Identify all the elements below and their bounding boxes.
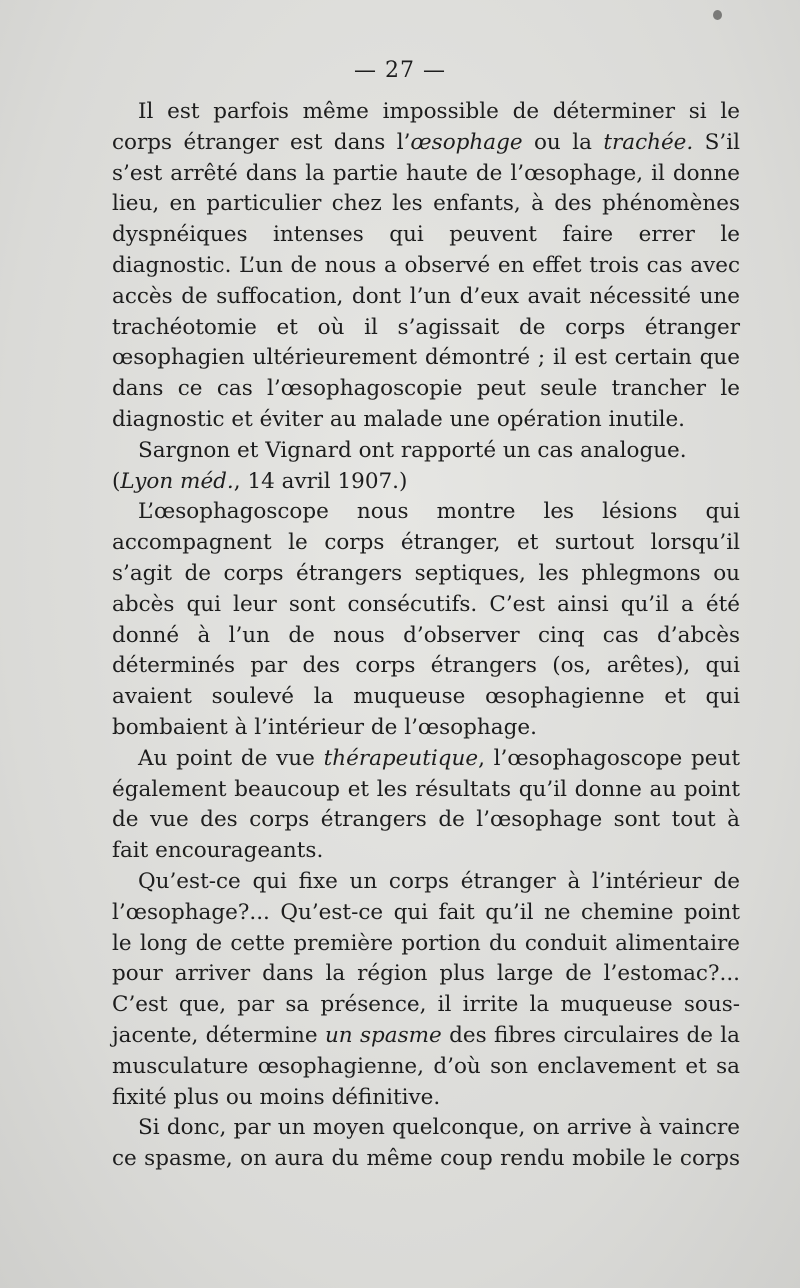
text-run: , l’œsophagoscope peut également beaucoup et les résultats qu’il donne au point de vue des corps étrangers de l’œsophage sont tout à fait encourageants. <box>112 745 740 864</box>
text-run: ou la <box>522 129 604 155</box>
paragraph <box>112 97 740 436</box>
text-run: ( <box>112 468 121 494</box>
italic-text: Lyon méd. <box>120 468 234 494</box>
text-run: des fibres circulaires de la musculature œsophagienne, d’où son enclavement et sa fixité plus ou moins définitive. <box>112 1022 740 1110</box>
text-run: Sargnon et Vignard ont rapporté un cas analogue. <box>138 437 687 463</box>
italic-text: un spasme <box>324 1022 442 1048</box>
paragraph <box>112 497 740 743</box>
text-run: Il est parfois même impossible de déterminer si le corps étranger est dans l’ <box>112 99 740 155</box>
text-run: Au point de vue <box>138 745 324 771</box>
paragraph <box>112 744 740 867</box>
body-text <box>112 97 740 1175</box>
ink-speck <box>713 10 722 20</box>
italic-text: thérapeutique <box>323 745 479 771</box>
text-run: Qu’est-ce qui fixe un corps étranger à l’intérieur de l’œsophage?... Qu’est-ce qui fait qu’il ne chemine point le long de cette première portion du conduit alimentaire pour arriver dans la région plus large de l’estomac?... C’est que, par sa présence, il irrite la muqueuse sous-jacente, détermine <box>112 868 740 1048</box>
paragraph <box>112 867 740 1113</box>
italic-text: œsophage <box>410 129 523 155</box>
paragraph <box>112 467 740 498</box>
text-run: S’il s’est arrêté dans la partie haute de l’œsophage, il donne lieu, en particulier chez les enfants, à des phénomènes dyspnéiques intenses qui peuvent faire errer le diagnostic. L’un de nous a observé en effet trois cas avec accès de suffocation, dont l’un d’eux avait nécessité une trachéotomie et où il s’agissait de corps étranger œsophagien ultérieurement démontré ; il est certain que dans ce cas l’œsophagoscopie peut seule trancher le diagnostic et éviter au malade une opération inutile. <box>112 129 740 432</box>
paragraph <box>112 436 740 467</box>
italic-text: trachée. <box>603 129 694 155</box>
text-run: L’œsophagoscope nous montre les lésions qui accompagnent le corps étranger, et surtout lorsqu’il s’agit de corps étrangers septiques, les phlegmons ou abcès qui leur sont consécutifs. C’est ainsi qu’il a été donné à l’un de nous d’observer cinq cas d’abcès déterminés par des corps étrangers (os, arêtes), qui avaient soulevé la muqueuse œsophagienne et qui bombaient à l’intérieur de l’œsophage. <box>112 499 740 740</box>
page-number: — 27 — <box>354 58 446 83</box>
text-run: , 14 avril 1907.) <box>233 468 408 494</box>
text-run: Si donc, par un moyen quelconque, on arrive à vaincre ce spasme, on aura du même coup rendu mobile le corps <box>112 1115 740 1172</box>
paragraph <box>112 1113 740 1175</box>
